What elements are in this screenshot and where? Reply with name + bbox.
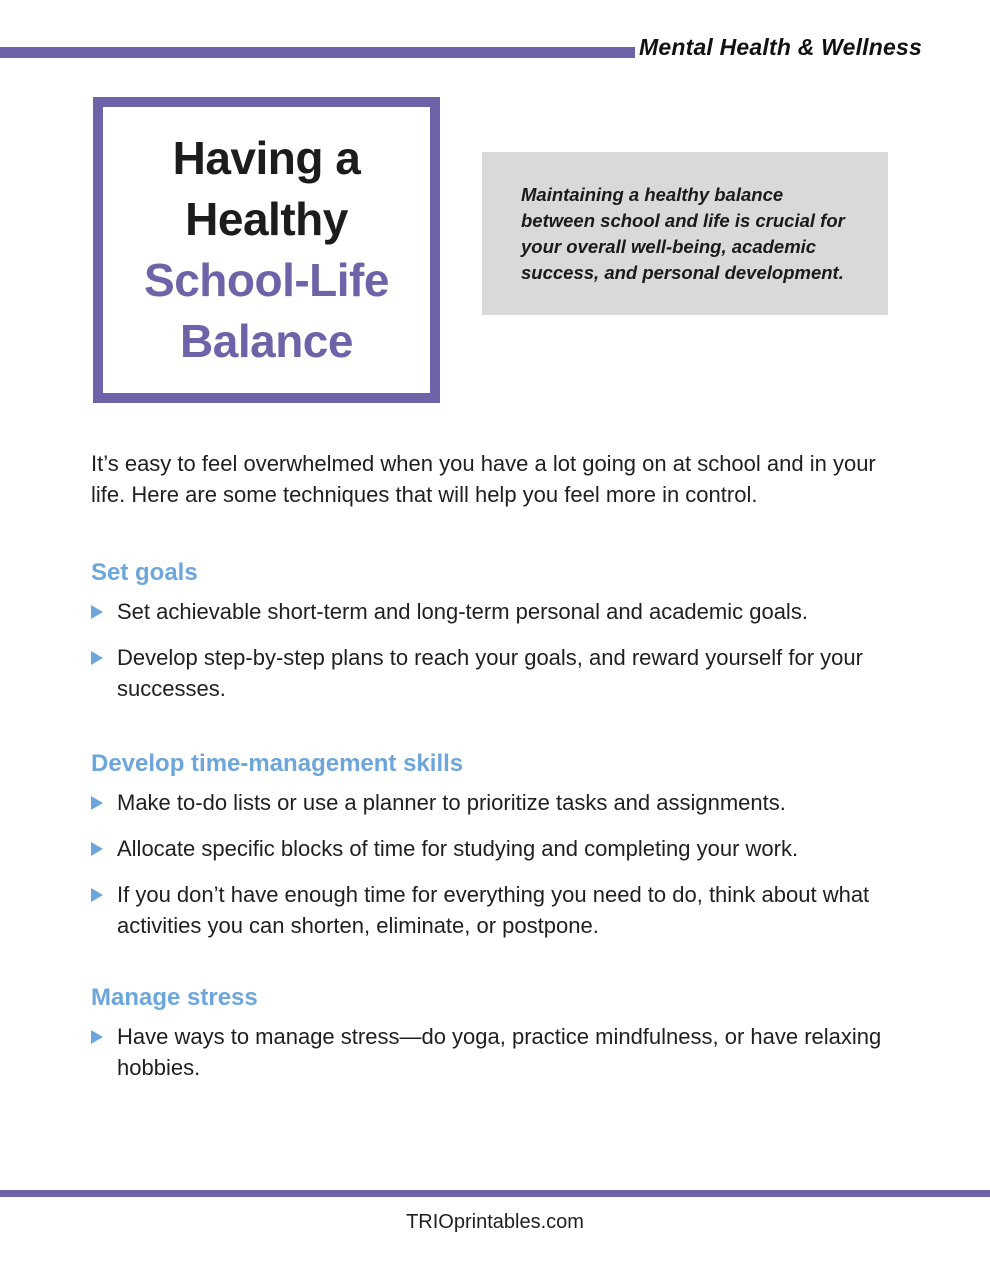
title-box: [93, 97, 440, 403]
section-heading-time-management: Develop time-management skills: [91, 750, 464, 777]
title-line-3: School-Life: [144, 254, 389, 306]
bullet-text: Make to-do lists or use a planner to prioritize tasks and assignments.: [117, 790, 786, 815]
bullet-item: [91, 642, 903, 704]
bullet-text: Have ways to manage stress—do yoga, practice mindfulness, or have relaxing hobbies.: [117, 1024, 882, 1080]
bullet-item: [91, 1021, 903, 1083]
quote-box: [482, 152, 888, 315]
bullet-triangle-icon: [91, 651, 103, 665]
manage-stress-list: [91, 1021, 903, 1083]
bullet-triangle-icon: [91, 605, 103, 619]
bullet-item: [91, 879, 903, 941]
bullet-triangle-icon: [91, 888, 103, 902]
bullet-text: If you don’t have enough time for everything you need to do, think about what activities you can shorten, eliminate, or postpone.: [117, 882, 870, 938]
section-heading-manage-stress: Manage stress: [91, 984, 258, 1011]
body-content: [91, 448, 903, 1083]
category-label: Mental Health & Wellness: [638, 34, 922, 60]
quote-line-1: Maintaining a healthy balance: [521, 183, 784, 205]
bullet-text: Develop step-by-step plans to reach your goals, and reward yourself for your successes.: [117, 645, 863, 701]
bullet-item: [91, 833, 903, 864]
quote-line-4: success, and personal development.: [521, 261, 844, 283]
title-line-1: Having a: [172, 132, 361, 184]
quote-line-2: between school and life is crucial for: [521, 209, 845, 231]
bullet-triangle-icon: [91, 796, 103, 810]
bullet-item: [91, 596, 903, 627]
bullet-text: Set achievable short-term and long-term personal and academic goals.: [117, 599, 808, 624]
title-line-2: Healthy: [185, 193, 348, 245]
footer-site-label: TRIOprintables.com: [406, 1211, 584, 1233]
set-goals-list: [91, 596, 903, 704]
time-management-list: [91, 787, 903, 941]
intro-paragraph: It’s easy to feel overwhelmed when you have a lot going on at school and in your life. Here are some techniques that will help you feel more in control.: [91, 451, 876, 507]
title-line-4: Balance: [180, 315, 353, 367]
bullet-item: [91, 787, 903, 818]
footer-accent-bar: [0, 1190, 990, 1197]
bullet-triangle-icon: [91, 842, 103, 856]
bullet-text: Allocate specific blocks of time for studying and completing your work.: [117, 836, 799, 861]
header-accent-bar: [0, 47, 635, 58]
section-heading-set-goals: Set goals: [91, 559, 198, 586]
bullet-triangle-icon: [91, 1030, 103, 1044]
quote-line-3: your overall well-being, academic: [521, 235, 817, 257]
